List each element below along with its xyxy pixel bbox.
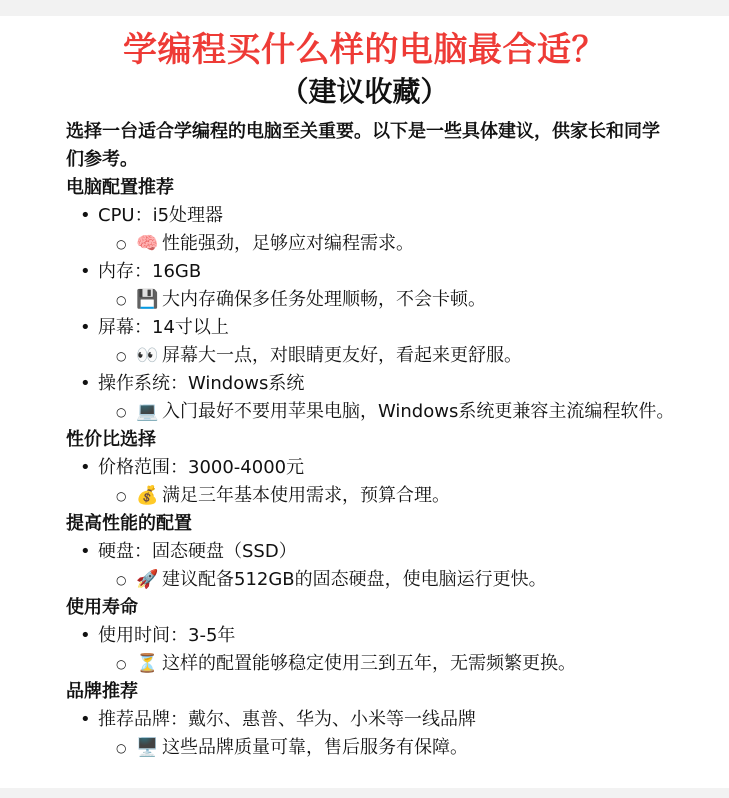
sub-list-item: [66, 482, 676, 510]
section-list-brand: [66, 706, 676, 762]
money-bag-icon: 💰: [136, 485, 159, 506]
rocket-icon: 🚀: [136, 569, 159, 590]
section-title-brand: 品牌推荐: [66, 681, 138, 702]
floppy-disk-icon: 💾: [136, 289, 159, 310]
sub-list-item: [66, 650, 676, 678]
hourglass-icon: ⏳: [136, 653, 159, 674]
brain-icon: 🧠: [136, 233, 159, 254]
eyes-icon: 👀: [136, 345, 159, 366]
top-bar: [0, 0, 729, 16]
sub-list-item: [66, 286, 676, 314]
sub-list-item: [66, 566, 676, 594]
sub-list-item: [66, 230, 676, 258]
section-list-config: [66, 202, 676, 426]
sub-list-item: [66, 398, 676, 426]
section-list-value: [66, 454, 676, 510]
sub-list-text: 满足三年基本使用需求，预算合理。: [162, 485, 450, 506]
list-item: • 价格范围：3000-4000元: [66, 454, 676, 482]
bottom-bar: [0, 788, 729, 798]
sub-list-item: [66, 734, 676, 762]
content: [66, 118, 676, 762]
list-item: • 使用时间：3-5年: [66, 622, 676, 650]
sub-list-item: [66, 342, 676, 370]
laptop-icon: 💻: [136, 401, 159, 422]
page-title: 学编程买什么样的电脑最合适？: [123, 30, 606, 70]
list-item: • 硬盘：固态硬盘（SSD）: [66, 538, 676, 566]
section-list-performance: [66, 538, 676, 594]
list-item: • 推荐品牌：戴尔、惠普、华为、小米等一线品牌: [66, 706, 676, 734]
section-title-lifespan: 使用寿命: [66, 597, 138, 618]
list-item: • 屏幕：14寸以上: [66, 314, 676, 342]
list-item: • 操作系统：Windows系统: [66, 370, 676, 398]
section-title-value: 性价比选择: [66, 429, 156, 450]
section-list-lifespan: [66, 622, 676, 678]
sub-list-text: 这些品牌质量可靠，售后服务有保障。: [162, 737, 468, 758]
list-item: • 内存：16GB: [66, 258, 676, 286]
list-item: • CPU：i5处理器: [66, 202, 676, 230]
desktop-computer-icon: 🖥️: [136, 737, 159, 758]
page-subtitle: （建议收藏）: [280, 75, 449, 108]
sub-list-text: 这样的配置能够稳定使用三到五年，无需频繁更换。: [162, 653, 576, 674]
sub-list-text: 建议配备512GB的固态硬盘，使电脑运行更快。: [162, 569, 547, 590]
sub-list-text: 屏幕大一点，对眼睛更友好，看起来更舒服。: [162, 345, 522, 366]
intro-paragraph: 选择一台适合学编程的电脑至关重要。以下是一些具体建议，供家长和同学们参考。: [66, 121, 660, 170]
sub-list-text: 性能强劲，足够应对编程需求。: [162, 233, 414, 254]
section-title-config: 电脑配置推荐: [66, 177, 174, 198]
sub-list-text: 大内存确保多任务处理顺畅，不会卡顿。: [162, 289, 486, 310]
section-title-performance: 提高性能的配置: [66, 513, 192, 534]
sub-list-text: 入门最好不要用苹果电脑，Windows系统更兼容主流编程软件。: [162, 401, 675, 422]
